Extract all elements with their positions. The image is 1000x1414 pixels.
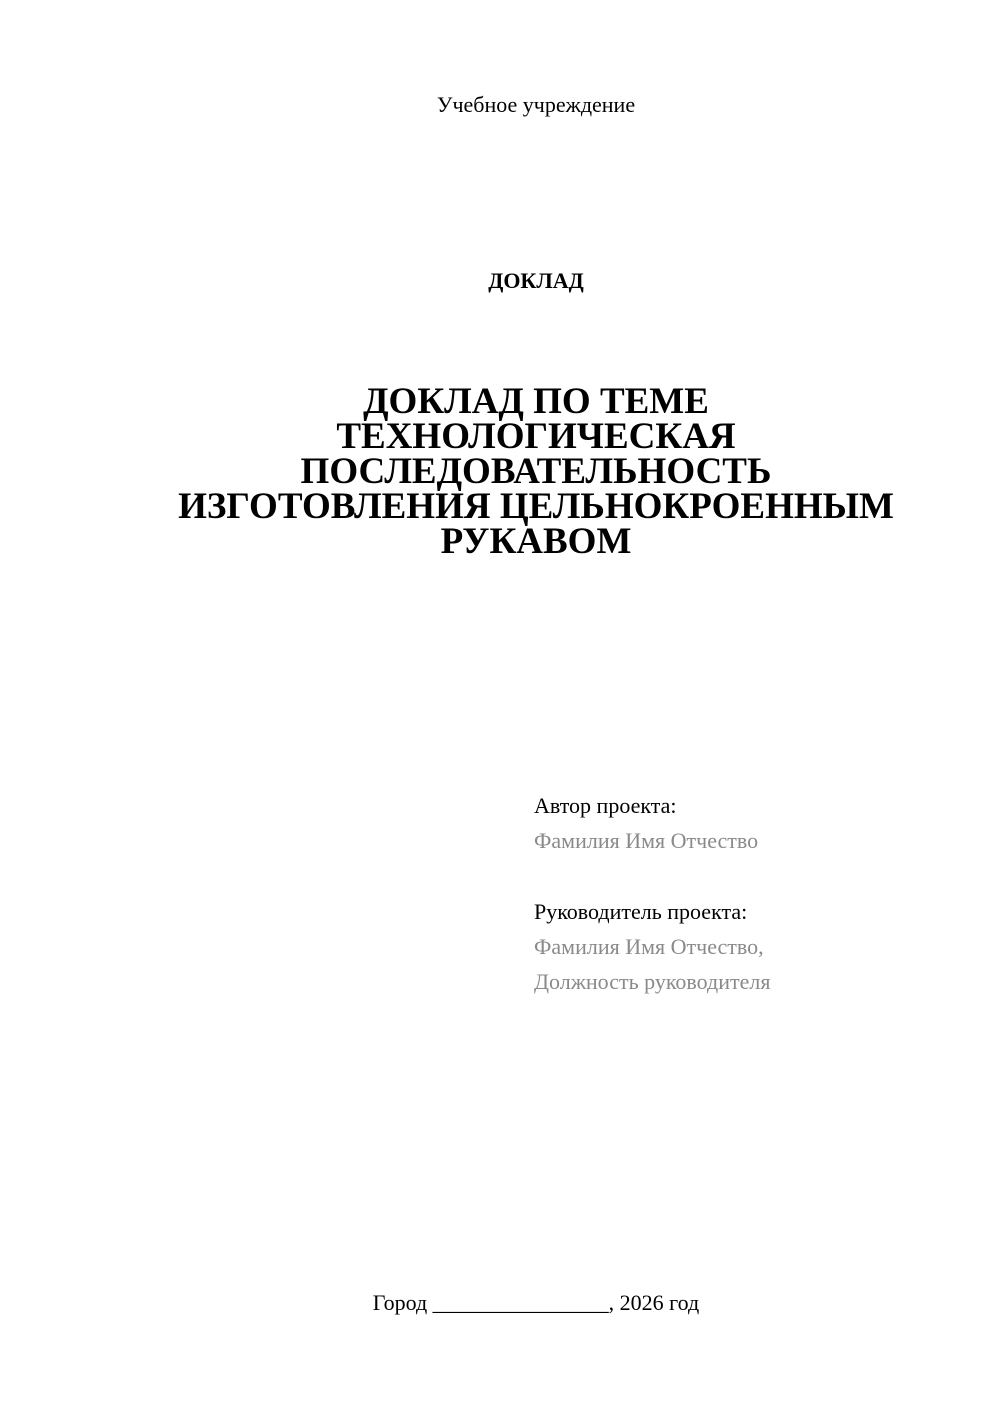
supervisor-label: Руководитель проекта: [534,899,748,924]
credits-spacer [534,858,974,894]
report-title-line: ПОСЛЕДОВАТЕЛЬНОСТЬ [300,451,772,492]
supervisor-position: Должность руководителя [534,969,771,994]
report-title-line: ИЗГОТОВЛЕНИЯ ЦЕЛЬНОКРОЕННЫМ [178,486,894,527]
document-type: ДОКЛАД [488,268,584,293]
report-title [120,381,952,562]
author-label: Автор проекта: [534,793,677,818]
report-title-line: РУКАВОМ [440,521,632,562]
author-name: Фамилия Имя Отчество [534,828,759,853]
report-title-line: ТЕХНОЛОГИЧЕСКАЯ [336,416,736,457]
institution-name: Учебное учреждение [436,92,636,117]
supervisor-name: Фамилия Имя Отчество, [534,934,764,959]
report-title-line: ДОКЛАД ПО ТЕМЕ [363,381,709,422]
credits-block [534,788,974,999]
city-year-footer: Город ________________, 2026 год [372,1290,700,1315]
